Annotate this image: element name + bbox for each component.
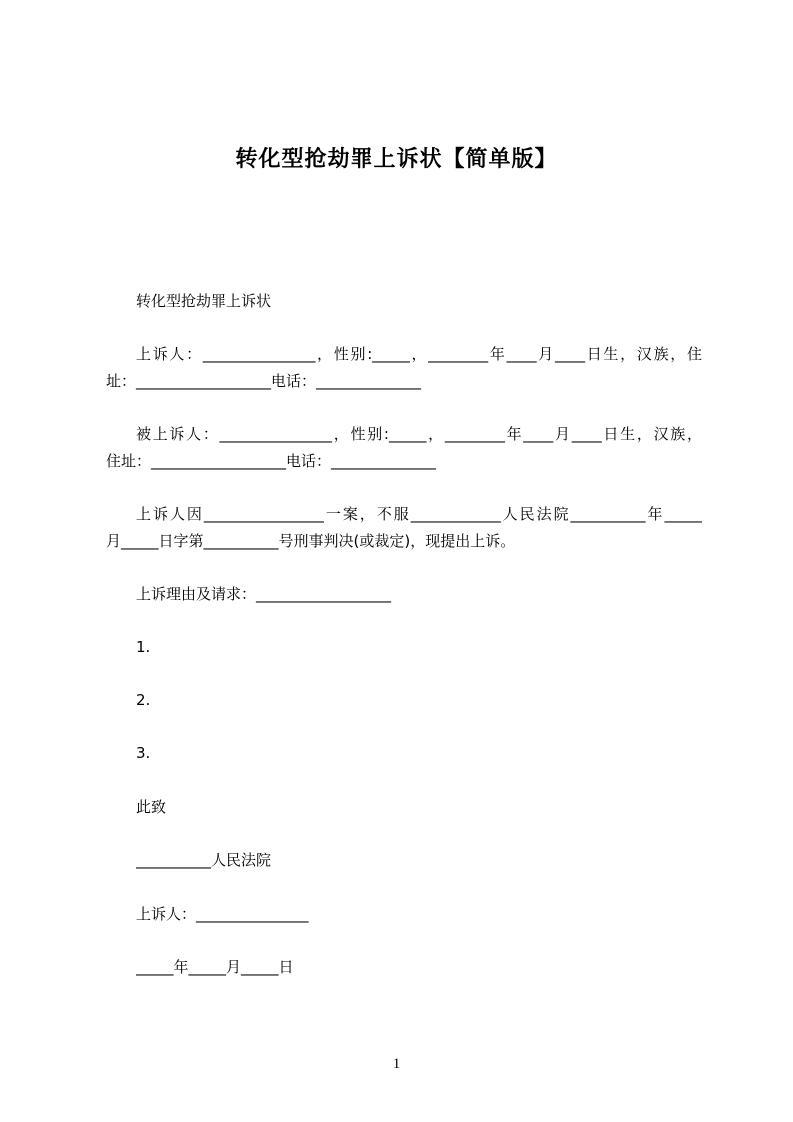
case-line-1: 上诉人因________________一案，不服____________人民法院__________年_____ bbox=[136, 505, 702, 523]
court-name: __________人民法院 bbox=[136, 851, 272, 869]
date-line: _____年_____月_____日 bbox=[136, 958, 294, 976]
reasons-label: 上诉理由及请求：__________________ bbox=[136, 585, 392, 603]
closing-salutation: 此致 bbox=[136, 798, 167, 816]
page-number: 1 bbox=[392, 1056, 401, 1072]
appellee-line-1: 被上诉人：_______________，性别:_____，________年____月____日生，汉族， bbox=[136, 425, 702, 443]
reason-item-3: 3. bbox=[136, 744, 151, 762]
signature-line: 上诉人：_______________ bbox=[136, 905, 309, 923]
document-title: 转化型抢劫罪上诉状【简单版】 bbox=[235, 147, 558, 172]
appellant-line-1: 上诉人：_______________，性别:_____，________年____月____日生，汉族，住 bbox=[136, 345, 702, 363]
section-heading: 转化型抢劫罪上诉状 bbox=[136, 292, 272, 310]
reason-item-1: 1. bbox=[136, 638, 151, 656]
appellee-line-2: 住址：__________________电话：______________ bbox=[106, 452, 437, 470]
reason-item-2: 2. bbox=[136, 691, 151, 709]
case-line-2: 月_____日字第__________号刑事判决(或裁定)，现提出上诉。 bbox=[106, 532, 516, 550]
appellant-line-2: 址：__________________电话：______________ bbox=[106, 372, 422, 390]
